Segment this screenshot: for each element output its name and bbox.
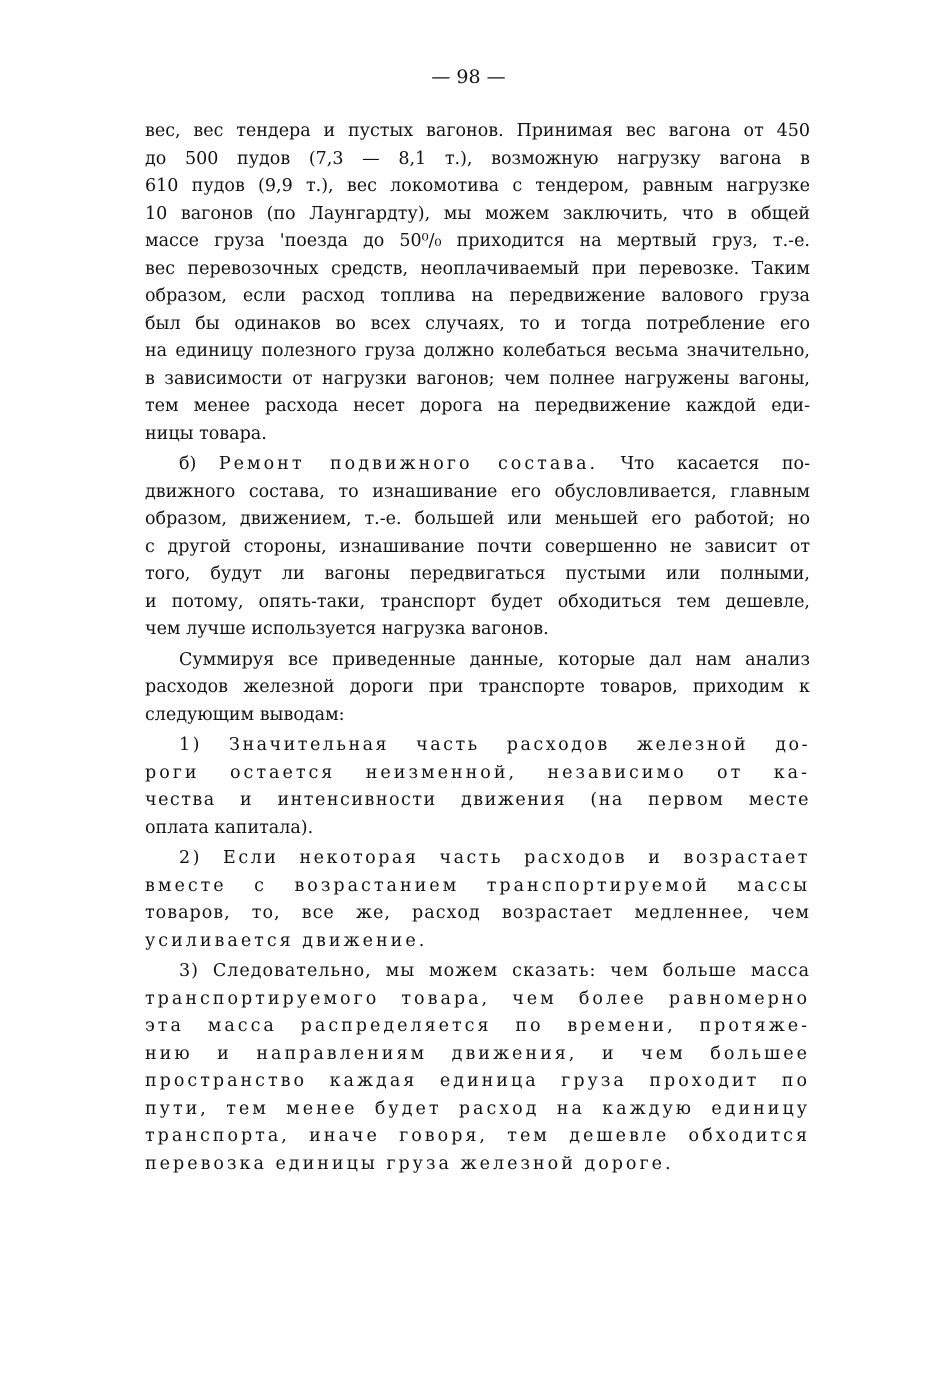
- text-line: [145, 451, 810, 479]
- paragraph-rolling-stock-repair: [145, 451, 810, 644]
- text-line: пространство каждая единица груза проходит по: [145, 1071, 810, 1091]
- list-marker: б): [179, 454, 219, 474]
- text-line: оплата капитала).: [145, 817, 314, 838]
- text-line: тем менее расхода несет дорога на передвижение каждой еди-: [145, 396, 810, 416]
- text-line: того, будут ли вагоны передвигаться пустыми или полными,: [145, 564, 810, 584]
- text-line: вместе с возрастанием транспортируемой массы: [145, 875, 810, 896]
- text-line: нию и направлениям движения, и чем большее: [145, 1043, 810, 1064]
- page-number: — 98 —: [431, 66, 506, 88]
- text-line: транспортируемого товара, чем более равномерно: [145, 988, 810, 1009]
- text-line: образом, если расход топлива на передвижение валового груза: [145, 286, 810, 306]
- text-line: вес, вес тендера и пустых вагонов. Принимая вес вагона от 450: [145, 121, 810, 141]
- text-line: расходов железной дороги при транспорте товаров, приходим к: [145, 677, 810, 697]
- text-line: ницы товара.: [145, 423, 267, 444]
- text-line: усиливается движение.: [145, 930, 428, 951]
- paragraph-conclusion-3: [145, 958, 810, 1178]
- paragraph-conclusion-1: [145, 732, 810, 842]
- section-heading: Ремонт подвижного состава.: [218, 454, 599, 474]
- paragraph-conclusion-2: [145, 845, 810, 955]
- text-line: движного состава, то изнашивание его обусловливается, главным: [145, 481, 810, 502]
- text-line: 10 вагонов (по Лаунгардту), мы можем заключить, что в общей: [145, 203, 810, 224]
- text-line: был бы одинаков во всех случаях, то и тогда потребление его: [145, 313, 810, 334]
- text-line: 2) Если некоторая часть расходов и возрастает: [179, 848, 810, 868]
- text-line: на единицу полезного груза должно колебаться весьма значительно,: [145, 341, 810, 361]
- text-line: с другой стороны, изнашивание почти совершенно не зависит от: [145, 536, 810, 557]
- text-line: Суммируя все приведенные данные, которые дал нам анализ: [179, 649, 810, 670]
- text-line: транспорта, иначе говоря, тем дешевле обходится: [145, 1126, 810, 1146]
- text-line: вес перевозочных средств, неоплачиваемый при перевозке. Таким: [145, 258, 810, 279]
- text-line: пути, тем менее будет расход на каждую единицу: [145, 1098, 810, 1119]
- text-line: 610 пудов (9,9 т.), вес локомотива с тендером, равным нагрузке: [145, 176, 810, 196]
- text-line: чества и интенсивности движения (на первом месте: [145, 790, 810, 810]
- text-line: 3) Следовательно, мы можем сказать: чем больше масса: [179, 961, 810, 981]
- text-line: 1) Значительная часть расходов железной до-: [179, 735, 810, 755]
- paragraph-summary-intro: [145, 647, 810, 730]
- text-line: чем лучше используется нагрузка вагонов.: [145, 619, 549, 639]
- text-line: образом, движением, т.-е. большей или меньшей его работой; но: [145, 509, 810, 529]
- text-line: перевозка единицы груза железной дороге.: [145, 1153, 674, 1174]
- text-line: эта масса распределяется по времени, протяже-: [145, 1016, 810, 1036]
- page-body: [145, 118, 810, 1178]
- text-line: до 500 пудов (7,3 — 8,1 т.), возможную нагрузку вагона в: [145, 148, 810, 169]
- paragraph-locomotive-weight: [145, 118, 810, 448]
- text-line: следующим выводам:: [145, 704, 345, 725]
- text-line: массе груза 'поезда до 50⁰/₀ приходится на мертвый груз, т.-е.: [145, 231, 810, 251]
- text-line: товаров, то, все же, расход возрастает медленнее, чем: [145, 903, 810, 923]
- text-line: и потому, опять-таки, транспорт будет обходиться тем дешевле,: [145, 591, 810, 612]
- text-run: Что касается по-: [598, 454, 810, 474]
- text-line: в зависимости от нагрузки вагонов; чем полнее нагружены вагоны,: [145, 368, 810, 389]
- text-line: роги остается неизменной, независимо от ка-: [145, 762, 810, 783]
